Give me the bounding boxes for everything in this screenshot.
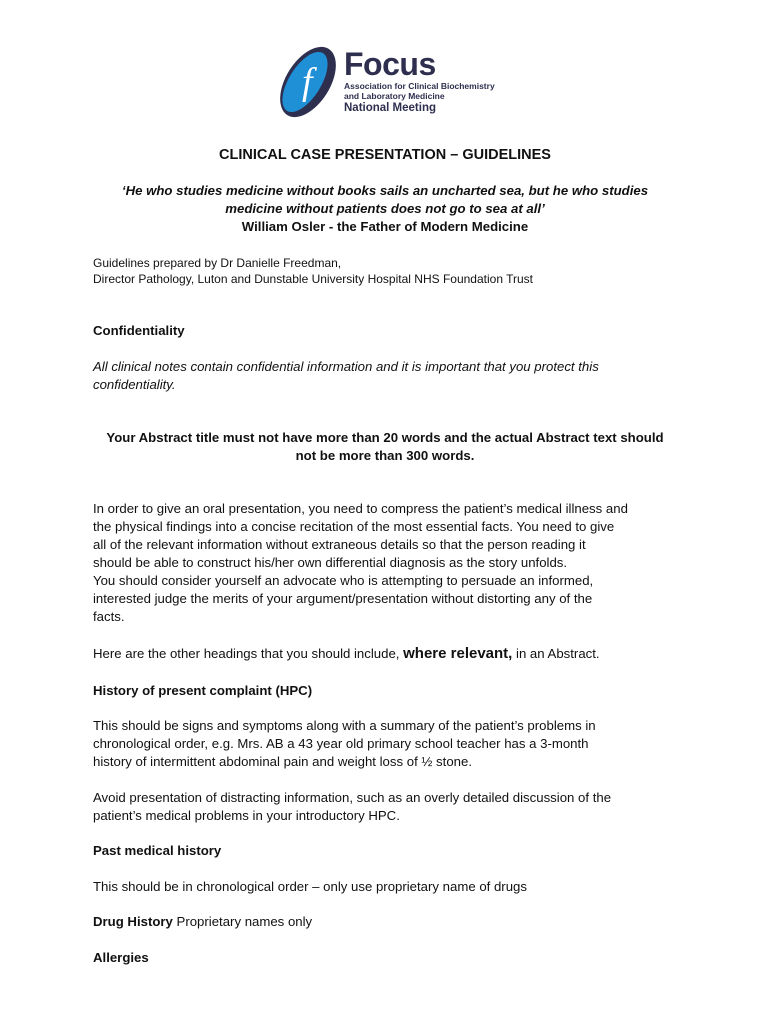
quote-line-1: ‘He who studies medicine without books sails an uncharted sea, but he who studies (121, 183, 649, 198)
allergies-heading: Allergies (93, 950, 149, 965)
abstract-rule-line-2: not be more than 300 words. (295, 448, 475, 463)
hpc-line: This should be signs and symptoms along with a summary of the patient’s problems in (93, 718, 596, 733)
oral-paragraph-line: In order to give an oral presentation, you need to compress the patient’s medical illness and (93, 501, 628, 516)
headings-intro (93, 645, 600, 663)
prepared-by-line-1: Guidelines prepared by Dr Danielle Freedman, (93, 256, 342, 270)
page-title: CLINICAL CASE PRESENTATION – GUIDELINES (219, 147, 551, 163)
quote-author: William Osler - the Father of Modern Medicine (241, 219, 529, 234)
drug-history-heading: Drug History (93, 914, 173, 929)
hpc-line: chronological order, e.g. Mrs. AB a 43 year old primary school teacher has a 3-month (93, 736, 589, 751)
oral-paragraph-line: facts. (93, 609, 125, 624)
logo-subtitle-2: and Laboratory Medicine (344, 91, 445, 101)
drug-history-text: Proprietary names only (172, 914, 313, 929)
headings-intro-after: in an Abstract. (512, 646, 600, 661)
hpc-heading: History of present complaint (HPC) (93, 683, 313, 698)
headings-intro-before: Here are the other headings that you should include, (93, 646, 404, 661)
quote-line-2: medicine without patients does not go to sea at all’ (225, 201, 545, 216)
oral-paragraph-line: You should consider yourself an advocate who is attempting to persuade an informed, (93, 573, 594, 588)
headings-intro-emphasis: where relevant, (403, 645, 513, 662)
confidentiality-heading: Confidentiality (93, 323, 185, 338)
drug-history-line (93, 913, 312, 931)
logo-wordmark: Focus (344, 46, 436, 82)
focus-emblem-icon (272, 42, 344, 122)
oral-paragraph-line: interested judge the merits of your argument/presentation without distorting any of the (93, 591, 593, 606)
hpc-line: history of intermittent abdominal pain and weight loss of ½ stone. (93, 754, 472, 769)
confidentiality-line-2: confidentiality. (93, 377, 176, 392)
abstract-rule-line-1: Your Abstract title must not have more than 20 words and the actual Abstract text should (106, 430, 664, 445)
logo-subtitle-3: National Meeting (344, 102, 437, 114)
hpc-avoid-line: Avoid presentation of distracting information, such as an overly detailed discussion of the (93, 790, 612, 805)
oral-paragraph-line: should be able to construct his/her own differential diagnosis as the story unfolds. (93, 555, 568, 570)
oral-paragraph-line: the physical findings into a concise recitation of the most essential facts. You need to give (93, 519, 615, 534)
logo-subtitle-1: Association for Clinical Biochemistry (344, 81, 495, 91)
pmh-text: This should be in chronological order – only use proprietary name of drugs (93, 879, 527, 894)
oral-paragraph-line: all of the relevant information without extraneous details so that the person reading it (93, 537, 586, 552)
pmh-heading: Past medical history (93, 843, 222, 858)
svg-text:f: f (302, 61, 313, 103)
hpc-avoid-line: patient’s medical problems in your introductory HPC. (93, 808, 400, 823)
confidentiality-line-1: All clinical notes contain confidential information and it is important that you protect this (93, 359, 599, 374)
prepared-by-line-2: Director Pathology, Luton and Dunstable University Hospital NHS Foundation Trust (93, 272, 533, 286)
focus-logo (272, 42, 502, 122)
